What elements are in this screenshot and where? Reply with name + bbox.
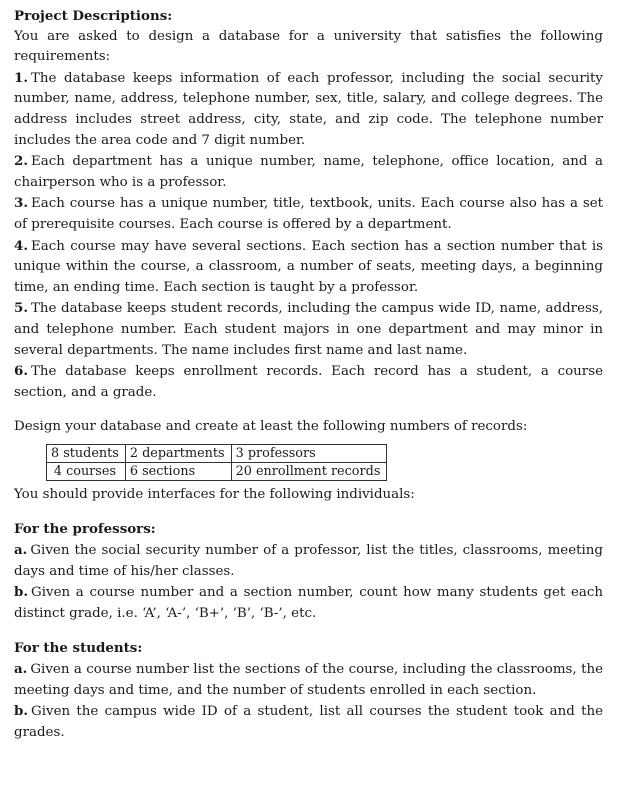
project-title: Project Descriptions: (14, 8, 173, 24)
professors-heading: For the professors: (14, 521, 156, 538)
requirement-6: 6. The database keeps enrollment records. Each record has a student, a course section, and a grade. (14, 363, 603, 400)
table-row (47, 462, 387, 480)
spacer (14, 624, 603, 638)
professor-item-b: b. Given a course number and a section number, count how many students get each distinct grade, i.e. ‘A’, ‘A-’, ‘B+’, ‘B’, ‘B-’, etc. (14, 584, 603, 621)
table-cell: 20 enrollment records (231, 462, 387, 480)
professor-item-a: a. Given the social security number of a professor, list the titles, classrooms, meeting days and time of his/her classes. (14, 542, 603, 579)
student-item-a: a. Given a course number list the sections of the course, including the classrooms, the meeting days and time, and the number of students enrolled in each section. (14, 661, 603, 698)
table-cell: 2 departments (125, 444, 231, 462)
student-item-b: b. Given the campus wide ID of a student, list all courses the student took and the grades. (14, 703, 603, 740)
table-cell: 6 sections (125, 462, 231, 480)
spacer (14, 403, 603, 417)
table-cell: 3 professors (231, 444, 387, 462)
requirement-1: 1. The database keeps information of each professor, including the social security number, name, address, telephone number, sex, title, salary, and college degrees. The address includes street address, city, state, and zip code. The telephone number includes the area code and 7 digit number. (14, 69, 603, 148)
table-row (47, 444, 387, 462)
students-heading: For the students: (14, 640, 143, 657)
requirement-5: 5. The database keeps student records, including the campus wide ID, name, address, and telephone number. Each student majors in one department and may minor in several departments. The name includes first name and last name. (14, 300, 603, 358)
table-cell: 8 students (47, 444, 126, 462)
records-table (46, 444, 387, 481)
requirement-2: 2. Each department has a unique number, name, telephone, office location, and a chairperson who is a professor. (14, 153, 603, 190)
requirement-3: 3. Each course has a unique number, title, textbook, units. Each course also has a set of prerequisite courses. Each course is offered by a department. (14, 195, 603, 232)
requirement-4: 4. Each course may have several sections. Each section has a section number that is unique within the course, a classroom, a number of seats, meeting days, a beginning time, an ending time. Each section is taught by a professor. (14, 237, 603, 295)
interfaces-intro: You should provide interfaces for the following individuals: (14, 486, 415, 502)
table-cell: 4 courses (47, 462, 126, 480)
spacer (14, 505, 603, 519)
design-instruction: Design your database and create at least the following numbers of records: (14, 419, 528, 435)
project-intro: You are asked to design a database for a university that satisfies the following requirements: (14, 28, 603, 65)
